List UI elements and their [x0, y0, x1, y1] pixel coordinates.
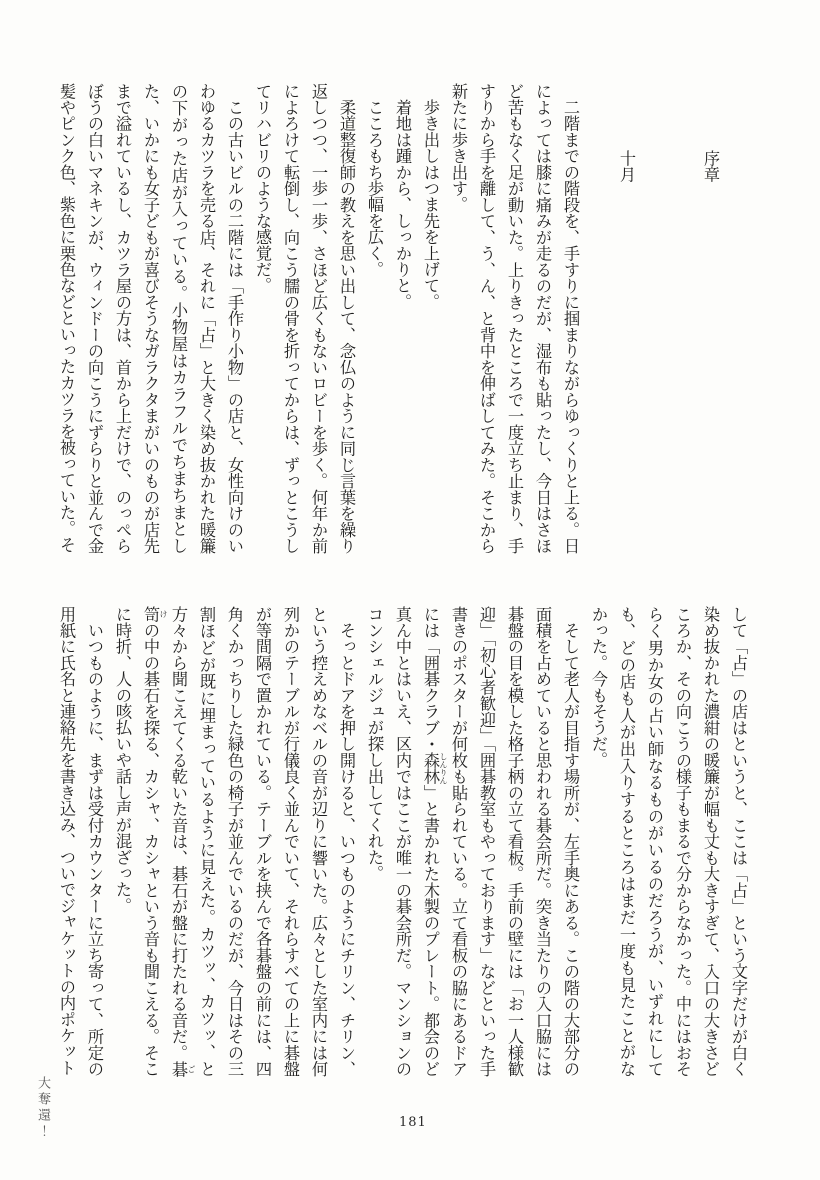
- text-band-top: [52, 83, 752, 554]
- paragraph: いつものように、まずは受付カウンターに立ち寄って、所定の用紙に氏名と連絡先を書き込み、ついでジャケットの内ポケット: [57, 606, 104, 1077]
- paragraph: この古いビルの二階には「手作り小物」の店と、女性向けのいわゆるカツラを売る店、それに「占」と大きく染め抜かれた暖簾の下がった店が入っている。小物屋はカラフルでちまちまとした、いかにも女子どもが喜びそうなガラクタまがいのものが店先まで溢れているし、カツラ屋の方は、首から上だけで、のっぺらぼうの白いマネキンが、ウィンドーの向こうにずらりと並んで金髪やピンク色、紫色に栗色などといったカツラを被っていた。そ: [57, 83, 244, 554]
- chapter-title: 序章: [701, 150, 720, 183]
- paragraph: 歩き出しはつま先を上げて。: [421, 83, 440, 310]
- paragraph-continuation: して「占」の店はというと、ここは「占」という文字だけが白く染め抜かれた濃紺の暖簾が幅も丈も大きすぎて、入口の大きさどころか、その向こうの様子もまるで分からなかった。中にはおそらく男か女の占い師なるものがいるのだろうが、いずれにしても、どの店も人が出入りするところはまだ一度も見たことがなかった。今もそうだ。: [589, 606, 748, 1077]
- running-title: 大奪還！: [35, 1076, 50, 1140]
- paragraph: 着地は踵から、しっかりと。: [393, 83, 412, 310]
- text-band-bottom: [52, 606, 752, 1077]
- paragraph: こころもち歩幅を広く。: [365, 83, 384, 278]
- section-title: 十月: [617, 150, 636, 183]
- paragraph: そっとドアを押し開けると、いつものようにチリン、チリン、という控えめなベルの音が辺りに響いた。広々とした室内には何列かのテーブルが行儀良く並んでいて、それらすべての上に碁盤が等間隔で置かれている。テーブルを挟んで各碁盤の前には、四角くかっちりした緑色の椅子が並んでいるのだが、今日はその三割ほどが既に埋まっているように見えた。カツッ、カツッ、と方々から聞こえてくる乾いた音は、碁石が盤に打たれる音だ。碁 ご笥 けの中の碁石を探る、カシャ、カシャという音も聞こえる。そこに時折、人の咳払いや話し声が混ざった。: [113, 606, 356, 1077]
- page-number: 181: [399, 1115, 427, 1130]
- paragraph: 二階までの階段を、手すりに掴まりながらゆっくりと上る。日によっては膝に痛みが走るのだが、湿布も貼ったし、今日はさほど苦もなく足が動いた。上りきったところで一度立ち止まり、手すりから手を離して、う、ん、と背中を伸ばしてみた。そこから新たに歩き出す。: [449, 83, 580, 554]
- paragraph: そして老人が目指す場所が、左手奥にある。この階の大部分の面積を占めていると思われる碁会所だ。突き当たりの入口脇には碁盤の目を模した格子柄の立て看板。手前の壁には「お一人様歓迎」「初心者歓迎」「囲碁教室もやっております」などといった手書きのポスターが何枚も貼られている。立て看板の脇にあるドアには「囲碁クラブ・森林 しんりん」と書かれた木製のプレート。都会のど真ん中とはいえ、区内ではここが唯一の碁会所だ。マンションのコンシェルジュが探し出してくれた。: [365, 606, 580, 1077]
- paragraph: 柔道整復師の教えを思い出して、念仏のように同じ言葉を繰り返しつつ、一歩一歩、さほど広くもないロビーを歩く。何年か前によろけて転倒し、向こう臑の骨を折ってからは、ずっとこうしてリハビリのような感覚だ。: [253, 83, 356, 554]
